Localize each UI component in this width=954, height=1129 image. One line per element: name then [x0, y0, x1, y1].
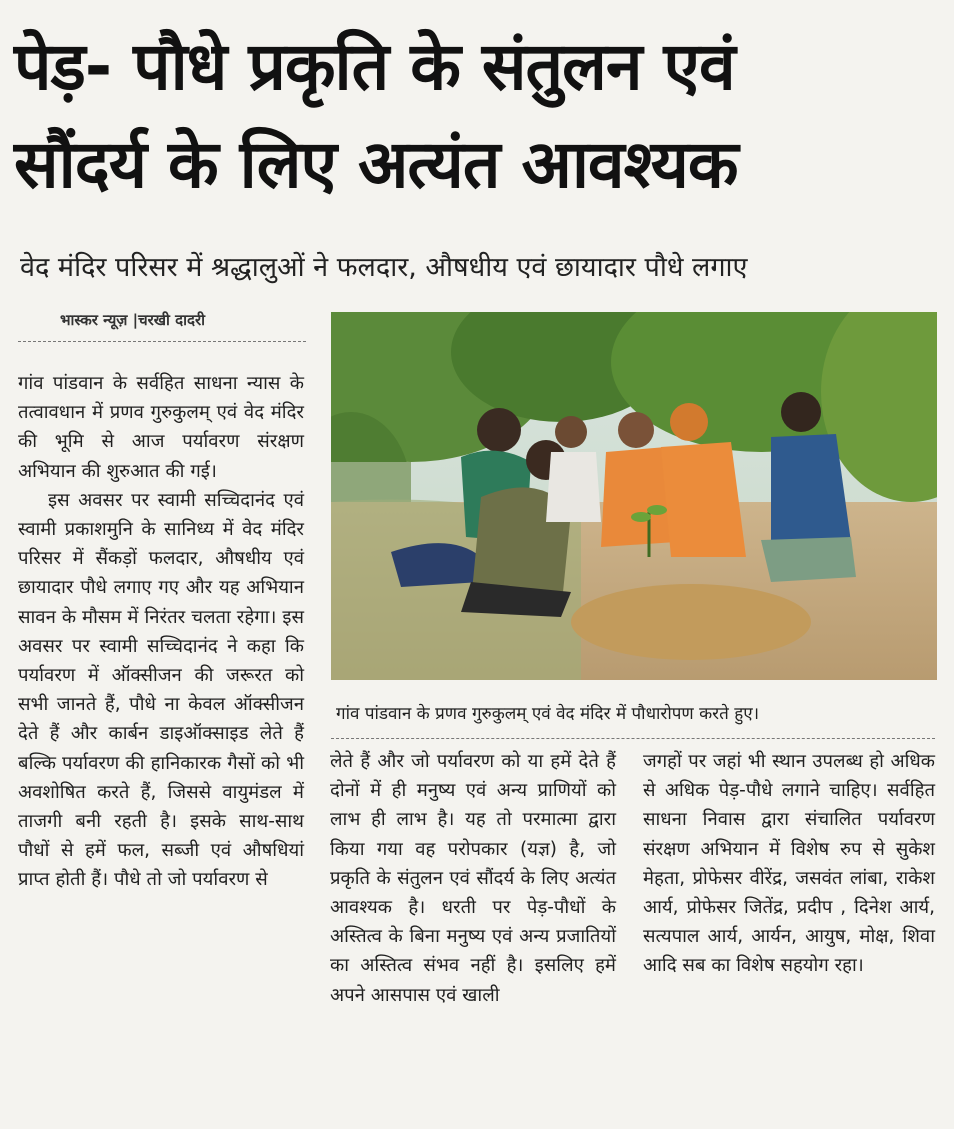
- article-column-1: [18, 369, 304, 895]
- article-headline: [14, 18, 944, 214]
- article-paragraph: गांव पांडवान के सर्वहित साधना न्यास के तत्वावधान में प्रणव गुरुकुलम् एवं वेद मंदिर की भूमि से आज पर्यावरण संरक्षण अभियान की शुरुआत की गई।: [18, 373, 304, 482]
- tree-planting-photo: [331, 312, 937, 680]
- byline: भास्कर न्यूज़ |चरखी दादरी: [60, 311, 205, 329]
- photo-caption: गांव पांडवान के प्रणव गुरुकुलम् एवं वेद मंदिर में पौधारोपण करते हुए।: [336, 704, 760, 724]
- article-paragraph: लेते हैं और जो पर्यावरण को या हमें देते हैं दोनों में ही मनुष्य एवं अन्य प्राणियों को लाभ ही लाभ है। यह तो परमात्मा द्वारा किया गया वह परोपकार (यज्ञ) है, जो प्रकृति के संतुलन एवं सौंदर्य के लिए अत्यंत आवश्यक है। धरती पर पेड़-पौधों के अस्तित्व के बिना मनुष्य एवं अन्य प्रजातियों का अस्तित्व संभव नहीं है। इसलिए हमें अपने आसपास एवं खाली: [330, 751, 616, 1006]
- caption-divider: [331, 738, 935, 739]
- article-paragraph: जगहों पर जहां भी स्थान उपलब्ध हो अधिक से अधिक पेड़-पौधे लगाने चाहिए। सर्वहित साधना निवास द्वारा संचालित पर्यावरण संरक्षण अभियान में विशेष रुप से सुकेश मेहता, प्रोफेसर वीरेंद्र, जसवंत लांबा, राकेश आर्य, प्रोफेसर जितेंद्र, प्रदीप , दिनेश आर्य, सत्यपाल आर्य, आर्यन, आयुष, मोक्ष, शिवा आदि सब का विशेष सहयोग रहा।: [643, 751, 935, 977]
- headline-line-1: पेड़- पौधे प्रकृति के संतुलन एवं: [14, 28, 735, 105]
- byline-divider: [18, 341, 306, 342]
- article-paragraph: इस अवसर पर स्वामी सच्चिदानंद एवं स्वामी प्रकाशमुनि के सानिध्य में वेद मंदिर परिसर में सैंकड़ों फलदार, औषधीय एवं छायादार पौधे लगाए गए और यह अभियान सावन के मौसम में निरंतर चलता रहेगा। इस अवसर पर स्वामी सच्चिदानंद ने कहा कि पर्यावरण में ऑक्सीजन की जरूरत को सभी जानते हैं, पौधे ना केवल ऑक्सीजन देते हैं और कार्बन डाइऑक्साइड लेते हैं बल्कि पर्यावरण की हानिकारक गैसों को भी अवशोषित करते हैं, जिससे वायुमंडल में ताजगी बनी रहती है। इसके साथ-साथ पौधों से हमें फल, सब्जी एवं औषधियां प्राप्त होती हैं। पौधे तो जो पर्यावरण से: [18, 489, 304, 891]
- photo-illustration: [331, 312, 937, 680]
- headline-line-2: सौंदर्य के लिए अत्यंत आवश्यक: [14, 126, 738, 203]
- article-subheadline: वेद मंदिर परिसर में श्रद्धालुओं ने फलदार, औषधीय एवं छायादार पौधे लगाए: [20, 252, 748, 283]
- article-column-2: [330, 747, 616, 1010]
- article-column-3: [643, 747, 935, 981]
